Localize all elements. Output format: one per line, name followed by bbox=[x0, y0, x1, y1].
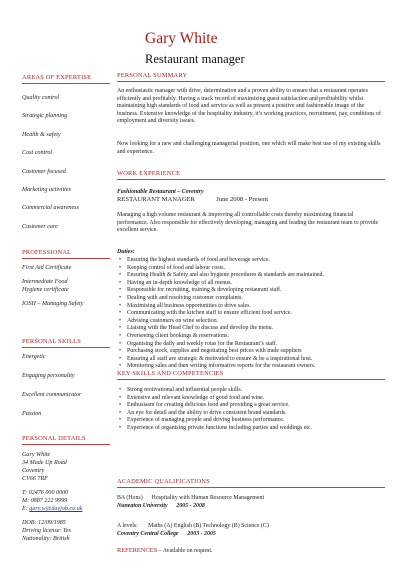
expertise-item: Cost control bbox=[22, 150, 53, 157]
duty-item: • Organising the daily and weekly rotas for the Restaurant’s staff. bbox=[117, 341, 385, 349]
references-line bbox=[117, 547, 385, 556]
employer-name: Fashionable Restaurant – Coventry bbox=[117, 189, 204, 195]
expertise-item: Customer focused bbox=[22, 168, 66, 175]
mobile-number: M: 0887 222 9999 bbox=[22, 498, 68, 504]
duty-item: • Overseeing client bookings & reservations. bbox=[117, 333, 385, 341]
address-line: 34 Made Up Road bbox=[22, 460, 67, 466]
skill-item: Passion bbox=[22, 411, 42, 417]
expertise-item: Customer care bbox=[22, 223, 58, 230]
key-skills-list bbox=[117, 387, 385, 433]
professional-heading: PROFESSIONAL bbox=[22, 249, 110, 259]
key-skill-item: • Enthusiasm for creating delicious food and providing a great service. bbox=[117, 402, 385, 410]
key-skills-heading: KEY SKILLS AND COMPETENCIES bbox=[117, 370, 385, 380]
job-title: RESTAURANT MANAGER bbox=[117, 196, 195, 203]
expertise-item: Health & safety bbox=[22, 131, 61, 138]
duty-item: • Monitoring sales and then writing informative reports for the restaurant owners. bbox=[117, 363, 385, 371]
expertise-item: Quality control bbox=[22, 95, 60, 101]
professional-list bbox=[22, 264, 83, 308]
address-line: CV66 7RF bbox=[22, 476, 48, 482]
details-heading: PERSONAL DETAILS bbox=[22, 435, 110, 445]
candidate-name: Gary White bbox=[145, 30, 218, 47]
email-line bbox=[22, 505, 82, 513]
professional-item: Hygiene certificate bbox=[22, 287, 69, 293]
key-skill-item: • An eye for detail and the ability to drive consistent brand standards. bbox=[117, 410, 385, 418]
duty-item: • Advising customers on wine selection. bbox=[117, 318, 385, 326]
summary-paragraph: An enthusiastic manager with drive, determination and a proven ability to ensure that a restaurant operates efficiently and profitably. Having a track record of maximizing guest satisfaction and profitability whilst maintaining high standards of food and service as well as present a positive and fashionable image of the business. Extensive knowledge of the hospitality industry, it’s working practices, recruitment, pay, conditions of employment and diversity issues. bbox=[117, 88, 381, 125]
university-line: Nuneaton University 2005 - 2008 bbox=[117, 503, 205, 509]
duty-item: • Ensuring all staff are strategic & motivated to ensure & be a inspirational host. bbox=[117, 356, 385, 364]
alevels-line: A levels: Maths (A) English (B) Technology (B) Science (C) bbox=[117, 523, 269, 529]
duty-item: • Dealing with and resolving customer complaints. bbox=[117, 295, 385, 303]
summary-heading: PERSONAL SUMMARY bbox=[117, 72, 385, 82]
job-summary: Managing a high volume restaurant & improving all controllable costs thereby maximising financial performance. Also responsible for effectively developing, managing and leading the restaurant team to provide excellent service. bbox=[117, 212, 379, 234]
key-skill-item: • Experience of organising private functions including parties and weddings etc. bbox=[117, 425, 385, 433]
skills-heading: PERSONAL SKILLS bbox=[22, 338, 110, 348]
duty-item: • Ensuring the highest standards of food and beverage service. bbox=[117, 257, 385, 265]
duties-list bbox=[117, 257, 385, 371]
skill-item: Engaging personality bbox=[22, 373, 75, 379]
professional-item: IOSH – Managing Safety bbox=[22, 301, 84, 307]
duty-item: • Liaising with the Head Chef to discuss and develop the menu. bbox=[117, 325, 385, 333]
degree-line: BA (Hons) Hospitality with Human Resource Management bbox=[117, 495, 265, 501]
duty-item: • Keeping control of food and labour costs. bbox=[117, 265, 385, 273]
expertise-item: Strategic planning bbox=[22, 113, 68, 120]
date-of-birth: DOB: 12/09/1985 bbox=[22, 520, 66, 526]
address-line: Coventry bbox=[22, 468, 45, 474]
phone-number: T: 02476 000 0000 bbox=[22, 490, 69, 496]
expertise-heading: AREAS OF EXPERTISE bbox=[22, 74, 110, 84]
duty-item: • Having an in-depth knowledge of all menus. bbox=[117, 280, 385, 288]
job-dates: June 2008 - Present bbox=[216, 196, 269, 203]
expertise-item: Marketing activities bbox=[22, 186, 71, 193]
duty-item: • Responsible for recruiting, training & developing restaurant staff. bbox=[117, 287, 385, 295]
driving-licence: Driving license: Yes bbox=[22, 528, 71, 534]
skill-item: Energetic bbox=[22, 354, 46, 360]
address-line: Gary White bbox=[22, 452, 51, 458]
summary-paragraph-2: Now looking for a new and challenging managerial position, one which will make best use of my existing skills and experience. bbox=[117, 141, 381, 155]
duty-item: • Communicating with the kitchen staff to ensure efficient food service. bbox=[117, 310, 385, 318]
duty-item: • Purchasing stock, supplies and negotiating best prices with trade suppliers bbox=[117, 348, 385, 356]
duty-item: • Maximising all business opportunities to drive sales. bbox=[117, 303, 385, 311]
key-skill-item: • Strong motivational and influential people skills. bbox=[117, 387, 385, 395]
key-skill-item: • Extensive and relevant knowledge of good food and wine. bbox=[117, 395, 385, 403]
expertise-item: Commercial awareness bbox=[22, 205, 79, 212]
academic-heading: ACADEMIC QUALIFICATIONS bbox=[117, 478, 385, 488]
professional-item: Intermediate Food bbox=[22, 279, 68, 285]
email-label: E: bbox=[22, 506, 28, 512]
skill-item: Excellent communicator bbox=[22, 392, 82, 398]
duties-label: Duties: bbox=[117, 249, 135, 255]
job-line bbox=[117, 196, 385, 204]
work-heading: WORK EXPERIENCE bbox=[117, 170, 385, 180]
key-skill-item: • Experience of managing people and driving business performance. bbox=[117, 417, 385, 425]
email-link[interactable]: gary.w@dayjob.co.uk bbox=[29, 506, 83, 512]
college-line: Coventry Central College 2003 - 2005 bbox=[117, 531, 216, 537]
references-text: – Available on request. bbox=[157, 548, 213, 554]
personal-details bbox=[22, 451, 82, 543]
nationality: Nationality: British bbox=[22, 536, 70, 542]
duty-item: • Ensuring Health & Safety and also hygiene procedures & standards are maintained. bbox=[117, 272, 385, 280]
professional-item: First Aid Certificate bbox=[22, 265, 72, 271]
candidate-title: Restaurant manager bbox=[145, 52, 245, 66]
skills-list bbox=[22, 353, 81, 418]
references-heading: REFERENCES bbox=[117, 547, 158, 554]
expertise-list bbox=[22, 94, 79, 231]
